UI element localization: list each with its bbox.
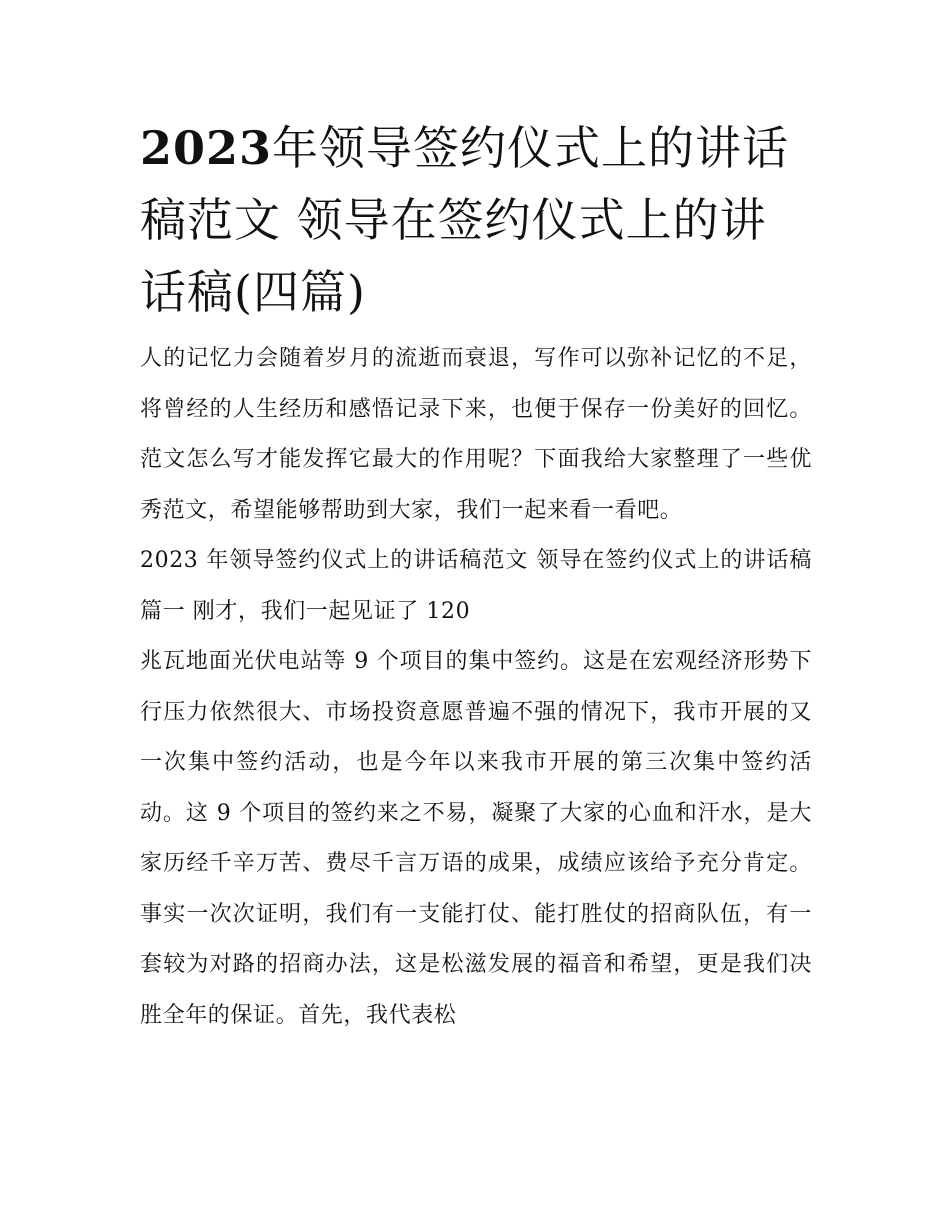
- document-title: [140, 112, 812, 328]
- title-text: 年领导签约仪式上的讲话稿范文 领导在签约仪式上的讲话稿(四篇): [140, 121, 790, 319]
- document-content: [140, 112, 812, 1041]
- intro-paragraph: 人的记忆力会随着岁月的流逝而衰退，写作可以弥补记忆的不足，将曾经的人生经历和感悟记录下来，也便于保存一份美好的回忆。范文怎么写才能发挥它最大的作用呢？下面我给大家整理了一些优秀范文，希望能够帮助到大家，我们一起来看一看吧。: [140, 346, 812, 523]
- title-year: 2023: [140, 121, 273, 175]
- section-heading: 2023 年领导签约仪式上的讲话稿范文 领导在签约仪式上的讲话稿篇一 刚才，我们一起见证了 120: [140, 548, 812, 624]
- body-paragraph: 兆瓦地面光伏电站等 9 个项目的集中签约。这是在宏观经济形势下行压力依然很大、市场投资意愿普遍不强的情况下，我市开展的又一次集中签约活动，也是今年以来我市开展的第三次集中签约活动。这 9 个项目的签约来之不易，凝聚了大家的心血和汗水，是大家历经千辛万苦、费尽千言万语的成果，成绩应该给予充分肯定。事实一次次证明，我们有一支能打仗、能打胜仗的招商队伍，有一套较为对路的招商办法，这是松滋发展的福音和希望，更是我们决胜全年的保证。首先，我代表松: [140, 649, 812, 1028]
